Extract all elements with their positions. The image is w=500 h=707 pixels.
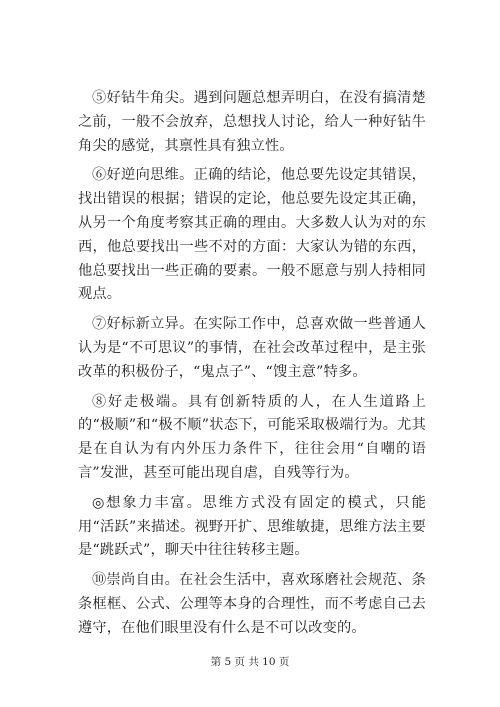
paragraph-10: ⑩崇尚自由。在社会生活中，喜欢琢磨社会规范、条条框框、公式、公理等本身的合理性，而不考虑自己去遵守，在他们眼里没有什么是不可以改变的。: [78, 572, 426, 636]
paragraph-8: ⑧好走极端。具有创新特质的人，在人生道路上的“极顺”和“极不顺”状态下，可能采取极端行为。尤其是在自认为有内外压力条件下，往往会用“自嘲的语言”发泄，甚至可能出现自虐，自残等行为。: [78, 393, 426, 481]
paragraph-6: ⑥好逆向思维。正确的结论，他总要先设定其错误，找出错误的根据；错误的定论，他总要先设定其正确，从另一个角度考察其正确的理由。大多数人认为对的东西，他总要找出一些不对的方面：大家认为错的东西，他总要找出一些正确的要素。一般不愿意与别人持相同观点。: [78, 167, 426, 303]
document-body: [78, 87, 426, 641]
paragraph-5: ⑤好钻牛角尖。遇到问题总想弄明白，在没有搞清楚之前，一般不会放弃，总想找人讨论，给人一种好钻牛角尖的感觉，其禀性具有独立性。: [78, 90, 426, 154]
paragraph-9: ◎想象力丰富。思维方式没有固定的模式，只能用“活跃”来描述。视野开扩、思维敏捷，思维方法主要是“跳跃式”，聊天中往往转移主题。: [78, 494, 426, 559]
page-number-footer: 第 5 页 共 10 页: [210, 656, 290, 668]
paragraph-7: ⑦好标新立异。在实际工作中，总喜欢做一些普通人认为是“不可思议”的事情，在社会改革过程中，是主张改革的积极份子，“鬼点子”、“馊主意”特多。: [78, 316, 426, 380]
